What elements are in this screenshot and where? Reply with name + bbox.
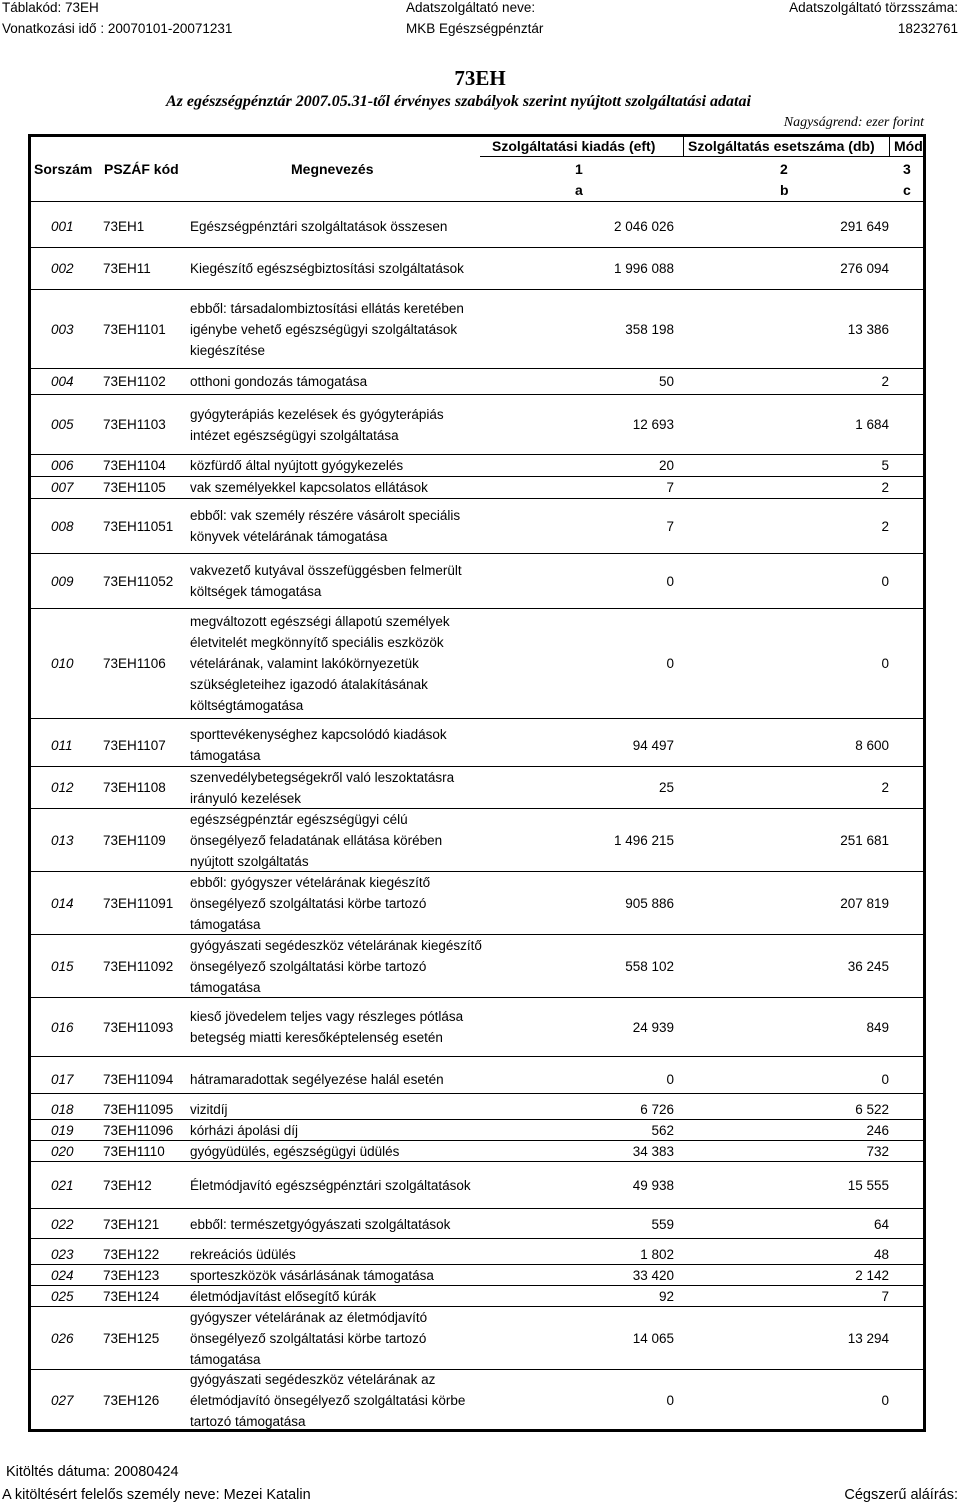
row-expense: 34 383 (632, 1143, 674, 1159)
row-seq: 008 (51, 518, 74, 534)
row-code: 73EH1108 (103, 780, 166, 795)
row-cases: 276 094 (840, 261, 889, 276)
row-name: rekreációs üdülés (190, 1246, 296, 1262)
table-row (31, 809, 923, 872)
row-cases: 0 (881, 656, 889, 671)
row-cases: 246 (866, 1122, 889, 1138)
table-row (31, 1141, 923, 1162)
row-name: hátramaradottak segélyezése halál esetén (190, 1071, 444, 1087)
row-seq: 018 (51, 1101, 74, 1117)
row-code: 73EH121 (103, 1216, 160, 1232)
row-expense: 2 046 026 (613, 218, 674, 234)
row-cases: 7 (881, 1288, 889, 1304)
table-row (31, 998, 923, 1057)
table-row (31, 395, 923, 455)
column-header-cases: Szolgáltatás esetszáma (db) (688, 138, 875, 154)
row-cases: 0 (881, 1071, 889, 1087)
table-row (31, 1265, 923, 1286)
table-row (31, 499, 923, 554)
column-letter-a: a (575, 182, 583, 198)
row-code: 73EH1107 (103, 737, 166, 753)
row-expense: 25 (658, 780, 674, 795)
row-cases: 6 522 (855, 1101, 889, 1117)
row-name: gyógyüdülés, egészségügyi üdülés (190, 1143, 400, 1159)
row-expense: 559 (651, 1216, 674, 1232)
row-name: megváltozott egészségi állapotú személyek életvitelét megkönnyítő speciális eszközök vételárának, valamint lakókörnyezetük szükségleteihez igazodó átalakításának költségtámogatása (190, 614, 450, 713)
provider-name: MKB Egészségpénztár (406, 21, 544, 36)
fill-date: Kitöltés dátuma: 20080424 (6, 1464, 179, 1480)
row-name: otthoni gondozás támogatása (190, 374, 368, 389)
row-cases: 291 649 (840, 218, 889, 234)
row-expense: 94 497 (632, 737, 674, 753)
row-cases: 13 294 (847, 1330, 889, 1346)
table-code: Táblakód: 73EH (2, 0, 99, 15)
provider-label: Adatszolgáltató neve: (406, 0, 536, 15)
row-expense: 7 (666, 480, 674, 495)
column-header-expense: Szolgáltatási kiadás (eft) (492, 138, 656, 154)
column-letter-c: c (903, 182, 911, 198)
row-code: 73EH122 (103, 1246, 160, 1262)
table-row (31, 872, 923, 935)
row-seq: 021 (51, 1177, 74, 1193)
row-expense: 905 886 (625, 895, 674, 911)
row-seq: 024 (51, 1267, 74, 1283)
row-code: 73EH1105 (103, 480, 166, 495)
page-subtitle: Az egészségpénztár 2007.05.31-től érvényes szabályok szerint nyújtott szolgáltatási adatai (166, 93, 751, 110)
row-seq: 023 (51, 1246, 74, 1262)
column-number-1: 1 (575, 161, 583, 177)
row-name: közfürdő által nyújtott gyógykezelés (190, 458, 404, 473)
row-seq: 015 (51, 958, 74, 974)
signature-label: Cégszerű aláírás: (844, 1487, 958, 1503)
row-expense: 1 496 215 (613, 832, 674, 848)
row-expense: 24 939 (632, 1019, 674, 1035)
row-cases: 2 (881, 780, 889, 795)
row-cases: 0 (881, 1392, 889, 1408)
row-name: sporttevékenységhez kapcsolódó kiadások támogatása (190, 727, 447, 763)
row-name: életmódjavítást elősegítő kúrák (190, 1288, 377, 1304)
row-cases: 0 (881, 573, 889, 589)
row-cases: 5 (881, 458, 889, 473)
row-seq: 017 (51, 1071, 74, 1087)
row-seq: 010 (51, 656, 74, 671)
row-seq: 025 (51, 1288, 74, 1304)
row-seq: 006 (51, 458, 74, 473)
table-row (31, 1244, 923, 1265)
table-row (31, 369, 923, 395)
row-name: gyógyterápiás kezelések és gyógyterápiás intézet egészségügyi szolgáltatása (190, 406, 444, 443)
table-row (31, 1307, 923, 1370)
column-letter-b: b (780, 182, 789, 198)
row-name: gyógyszer vételárának az életmódjavító önsegélyező szolgáltatási körbe tartozó támogatása (190, 1309, 428, 1367)
row-cases: 2 142 (855, 1267, 889, 1283)
row-code: 73EH1109 (103, 832, 166, 848)
unit-note: Nagyságrend: ezer forint (783, 115, 924, 130)
row-cases: 2 (881, 374, 889, 389)
table-row (31, 477, 923, 499)
provider-reg-label: Adatszolgáltató törzsszáma: (789, 0, 958, 15)
row-name: sporteszközök vásárlásának támogatása (190, 1267, 434, 1283)
row-expense: 20 (658, 458, 674, 473)
row-cases: 13 386 (847, 321, 889, 337)
row-seq: 013 (51, 832, 74, 848)
row-seq: 004 (51, 374, 74, 389)
row-expense: 50 (658, 374, 674, 389)
row-expense: 358 198 (625, 321, 674, 337)
table-row (31, 248, 923, 290)
row-expense: 1 802 (640, 1246, 674, 1262)
row-expense: 49 938 (632, 1177, 674, 1193)
row-cases: 849 (866, 1019, 889, 1035)
row-name: ebből: társadalombiztosítási ellátás keretében igénybe vehető egészségügyi szolgáltatások kiegészítése (190, 300, 464, 358)
row-seq: 022 (51, 1216, 74, 1232)
row-expense: 6 726 (640, 1101, 674, 1117)
row-name: Kiegészítő egészségbiztosítási szolgáltatások (190, 261, 464, 276)
row-expense: 14 065 (632, 1330, 674, 1346)
row-seq: 016 (51, 1019, 74, 1035)
row-name: vakvezető kutyával összefüggésben felmerült költségek támogatása (190, 563, 462, 599)
table-row (31, 767, 923, 809)
table-row (31, 1162, 923, 1209)
reference-period: Vonatkozási idő : 20070101-20071231 (2, 21, 233, 36)
row-code: 73EH11093 (103, 1019, 174, 1035)
row-code: 73EH11052 (103, 573, 174, 589)
row-cases: 251 681 (840, 832, 889, 848)
row-name: ebből: természetgyógyászati szolgáltatások (190, 1216, 451, 1232)
row-code: 73EH11 (103, 261, 151, 276)
row-name: Életmódjavító egészségpénztári szolgáltatások (190, 1177, 471, 1193)
table-row (31, 1065, 923, 1094)
responsible-person: A kitöltésért felelős személy neve: Mezei Katalin (2, 1487, 311, 1503)
row-expense: 33 420 (632, 1267, 674, 1283)
row-seq: 019 (51, 1122, 74, 1138)
row-cases: 2 (881, 518, 889, 534)
row-code: 73EH11095 (103, 1101, 174, 1117)
row-expense: 0 (666, 1071, 674, 1087)
row-cases: 8 600 (855, 737, 889, 753)
row-seq: 014 (51, 895, 74, 911)
row-code: 73EH11092 (103, 958, 174, 974)
row-code: 73EH1102 (103, 374, 166, 389)
row-cases: 207 819 (840, 895, 889, 911)
column-header-name: Megnevezés (291, 161, 374, 177)
row-name: ebből: gyógyszer vételárának kiegészítő önsegélyező szolgáltatási körbe tartozó támogatása (190, 874, 431, 932)
table-row (31, 205, 923, 248)
row-expense: 1 996 088 (613, 261, 674, 276)
column-header-pszaf: PSZÁF kód (104, 161, 179, 177)
row-seq: 011 (51, 737, 73, 753)
row-seq: 026 (51, 1330, 74, 1346)
page-title: 73EH (454, 66, 506, 90)
row-name: Egészségpénztári szolgáltatások összesen (190, 218, 448, 234)
row-expense: 7 (666, 518, 674, 534)
row-cases: 1 684 (855, 417, 889, 432)
table-row (31, 609, 923, 719)
column-number-2: 2 (780, 161, 788, 177)
row-code: 73EH11051 (103, 518, 174, 534)
table-row (31, 724, 923, 767)
row-code: 73EH11091 (103, 895, 174, 911)
row-cases: 2 (881, 480, 889, 495)
row-expense: 562 (651, 1122, 674, 1138)
row-code: 73EH125 (103, 1330, 160, 1346)
row-seq: 027 (51, 1392, 74, 1408)
row-cases: 36 245 (847, 958, 889, 974)
table-row (31, 1210, 923, 1239)
row-cases: 15 555 (847, 1177, 889, 1193)
row-cases: 64 (873, 1216, 889, 1232)
row-name: egészségpénztár egészségügyi célú önsegélyező feladatának ellátása körében nyújtott szolgáltatás (190, 811, 443, 869)
table-row (31, 1120, 923, 1141)
row-code: 73EH11094 (103, 1071, 174, 1087)
row-name: kórházi ápolási díj (190, 1122, 299, 1138)
row-code: 73EH1 (103, 218, 145, 234)
column-header-mode: Mód (894, 138, 923, 154)
provider-reg-number: 18232761 (897, 21, 958, 36)
row-code: 73EH126 (103, 1392, 160, 1408)
row-name: kieső jövedelem teljes vagy részleges pótlása betegség miatti keresőképtelenség esetén (190, 1009, 464, 1045)
table-row (31, 1286, 923, 1307)
row-code: 73EH11096 (103, 1122, 174, 1138)
row-seq: 009 (51, 573, 74, 589)
row-code: 73EH123 (103, 1267, 160, 1283)
row-expense: 558 102 (625, 958, 674, 974)
row-seq: 005 (51, 417, 74, 432)
table-row (31, 455, 923, 477)
row-seq: 007 (51, 480, 74, 495)
column-header-seq: Sorszám (34, 161, 93, 177)
row-seq: 002 (51, 261, 74, 276)
row-code: 73EH1103 (103, 417, 166, 432)
row-cases: 48 (873, 1246, 889, 1262)
row-seq: 020 (51, 1143, 74, 1159)
table-row (31, 935, 923, 998)
row-code: 73EH1110 (103, 1143, 165, 1159)
row-cases: 732 (866, 1143, 889, 1159)
row-seq: 001 (51, 218, 74, 234)
row-name: gyógyászati segédeszköz vételárának kiegészítő önsegélyező szolgáltatási körbe tartozó támogatása (190, 937, 482, 995)
row-code: 73EH1104 (103, 458, 166, 473)
table-row (31, 1370, 923, 1430)
table-row (31, 290, 923, 369)
row-expense: 12 693 (632, 417, 674, 432)
row-code: 73EH1101 (103, 321, 166, 337)
row-name: vak személyekkel kapcsolatos ellátások (190, 480, 428, 495)
row-expense: 92 (658, 1288, 674, 1304)
row-name: szenvedélybetegségekről való leszoktatásra irányuló kezelések (190, 769, 455, 806)
row-code: 73EH1106 (103, 656, 166, 671)
row-code: 73EH12 (103, 1177, 152, 1193)
row-expense: 0 (666, 656, 674, 671)
table-row (31, 1099, 923, 1120)
column-number-3: 3 (903, 161, 911, 177)
row-expense: 0 (666, 573, 674, 589)
row-name: ebből: vak személy részére vásárolt speciális könyvek vételárának támogatása (190, 508, 461, 544)
table-row (31, 554, 923, 609)
row-name: vizitdíj (190, 1101, 228, 1117)
row-expense: 0 (666, 1392, 674, 1408)
row-seq: 003 (51, 321, 74, 337)
row-seq: 012 (51, 780, 74, 795)
row-name: gyógyászati segédeszköz vételárának az életmódjavító önsegélyező szolgáltatási körbe tartozó támogatása (190, 1371, 466, 1429)
row-code: 73EH124 (103, 1288, 160, 1304)
